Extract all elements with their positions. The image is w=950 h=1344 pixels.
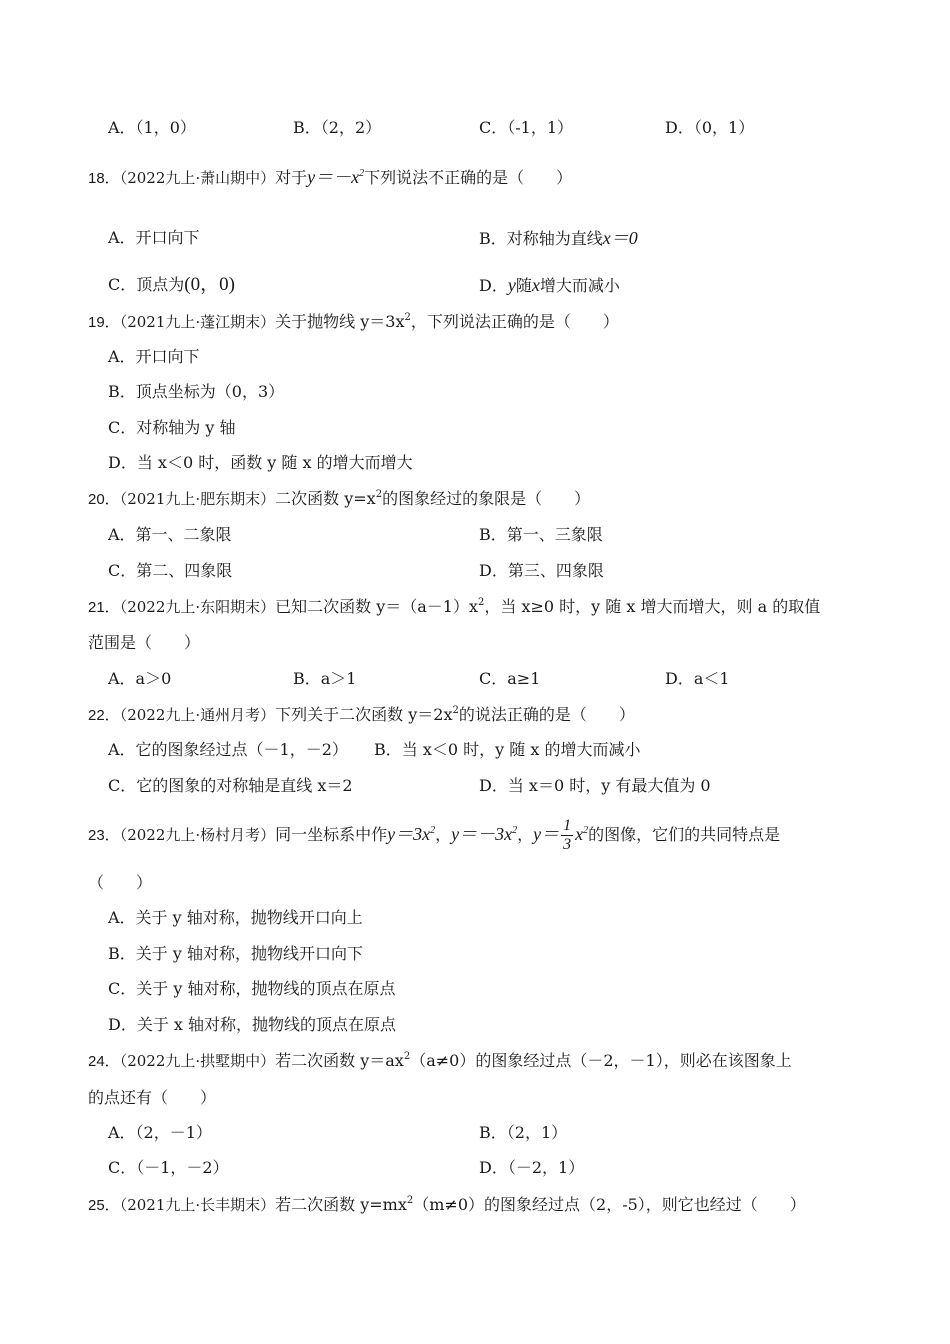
q18-option-a: A．开口向下 [108, 228, 200, 247]
question-number: 18． [88, 170, 120, 187]
q20-stem [88, 488, 590, 511]
q18-option-d-mid: 随 [515, 276, 532, 295]
q20-stem-tail: 的图象经过的象限是（ ） [382, 489, 591, 508]
q18-stem-text: 对于 [275, 168, 308, 187]
q18-stem-tail: 下列说法不正确的是（ ） [364, 168, 573, 187]
q24-stem-text: 若二次函数 y＝ax [275, 1051, 404, 1070]
q23-equation-2: $y=-3x^2$ [451, 824, 518, 844]
q25-stem-tail: （m≠0）的图象经过点（2，-5），则它也经过（ ） [413, 1195, 806, 1214]
q19-stem-text: 关于抛物线 y＝3x [275, 312, 405, 331]
q22-stem-tail: 的说法正确的是（ ） [458, 705, 635, 724]
q23-stem-line2: （ ） [88, 873, 153, 892]
q24-option-b: B．（2，1） [479, 1123, 568, 1142]
q21-option-c: C．a≥1 [479, 669, 541, 688]
q24-option-d: D．（－2，1） [479, 1158, 585, 1177]
q24-stem [88, 1050, 792, 1073]
q21-stem [88, 596, 820, 619]
q21-option-b: B．a＞1 [293, 669, 357, 688]
q19-option-b: B．顶点坐标为（0，3） [108, 382, 285, 401]
question-number: 21． [88, 599, 120, 616]
superscript: 2 [452, 705, 459, 716]
q22-stem [88, 704, 635, 727]
q20-option-a: A．第一、二象限 [108, 525, 232, 544]
q24-option-c: C．（－1，－2） [108, 1158, 229, 1177]
q21-stem-tail: ，当 x≥0 时，y 随 x 增大而增大，则 a 的取值 [484, 597, 821, 616]
q22-option-d: D．当 x＝0 时，y 有最大值为 0 [479, 776, 711, 795]
q23-option-d: D．关于 x 轴对称，抛物线的顶点在原点 [108, 1015, 397, 1034]
q23-stem-tail: 的图像，它们的共同特点是 [588, 825, 781, 844]
q18-option-d-label: D． [479, 276, 508, 295]
q23-equation-1: $y=3x^2$ [387, 824, 436, 844]
q22-option-c: C．它的图象的对称轴是直线 x＝2 [108, 776, 353, 795]
question-number: 22． [88, 707, 120, 724]
question-source: （2022九上·东阳期末） [119, 598, 276, 616]
q22-option-b: B．当 x＜0 时，y 随 x 的增大而减小 [374, 740, 641, 759]
superscript: 2 [478, 597, 485, 608]
q20-option-c: C．第二、四象限 [108, 561, 233, 580]
superscript: 2 [403, 1051, 411, 1062]
q21-option-a: A．a＞0 [108, 669, 172, 688]
q18-option-c-math: (0，0) [184, 274, 235, 295]
q23-stem-text: 同一坐标系中作 [275, 825, 388, 844]
q17-option-a: A．（1，0） [108, 118, 196, 137]
question-source: （2022九上·杨村月考） [119, 826, 276, 844]
q23-option-c: C．关于 y 轴对称，抛物线的顶点在原点 [108, 979, 396, 998]
q23-option-b: B．关于 y 轴对称，抛物线开口向下 [108, 944, 363, 963]
q24-stem-tail: （a≠0）的图象经过点（－2，－1），则必在该图象上 [410, 1051, 792, 1070]
q18-option-c-text: C．顶点为 [108, 275, 185, 294]
q24-stem-line2: 的点还有（ ） [88, 1088, 217, 1107]
q22-option-a: A．它的图象经过点（－1，－2） [108, 740, 348, 759]
q19-stem-tail: ，下列说法正确的是（ ） [410, 312, 619, 331]
q18-option-d-x: x [531, 275, 540, 295]
q19-option-c: C．对称轴为 y 轴 [108, 418, 236, 437]
question-number: 23． [88, 827, 120, 844]
q21-stem-text: 已知二次函数 y＝（a－1）x [275, 597, 479, 616]
q19-option-d: D．当 x＜0 时，函数 y 随 x 的增大而增大 [108, 453, 413, 472]
q23-stem [88, 816, 780, 854]
question-source: （2021九上·蓬江期末） [119, 313, 276, 331]
q25-stem-text: 若二次函数 y=mx [275, 1195, 407, 1214]
q18-option-b-text: B．对称轴为直线 [479, 229, 603, 248]
question-source: （2022九上·萧山期中） [119, 169, 276, 187]
q18-option-d-y: y [507, 275, 516, 295]
q22-stem-text: 下列关于二次函数 y＝2x [275, 705, 453, 724]
q18-option-b [479, 227, 638, 250]
question-source: （2022九上·通州月考） [119, 706, 276, 724]
q18-option-c [108, 274, 235, 296]
fraction-one-third: $\frac{1}{3}$ [563, 817, 572, 854]
q17-option-c: C．（-1，1） [479, 118, 574, 137]
q19-stem [88, 311, 619, 334]
superscript: 2 [375, 489, 383, 500]
superscript: 2 [406, 1195, 414, 1206]
separator: ， [435, 825, 452, 844]
q24-option-a: A．（2，－1） [108, 1123, 212, 1142]
question-number: 20． [88, 491, 120, 508]
q18-equation: $y=-x^2$ [307, 167, 365, 187]
q17-option-d: D．（0，1） [665, 118, 755, 137]
q18-option-d-tail: 增大而减小 [539, 276, 620, 295]
q18-option-b-math: x＝0 [602, 228, 638, 248]
q17-option-b: B．（2，2） [293, 118, 382, 137]
question-source: （2022九上·拱墅期中） [119, 1052, 276, 1070]
question-source: （2021九上·肥东期末） [119, 490, 276, 508]
q20-option-b: B．第一、三象限 [479, 525, 603, 544]
q18-option-d [479, 274, 620, 297]
q19-option-a: A．开口向下 [108, 347, 200, 366]
q18-stem [88, 166, 572, 190]
q20-option-d: D．第三、四象限 [479, 561, 604, 580]
question-source: （2021九上·长丰期末） [119, 1196, 276, 1214]
q21-stem-line2: 范围是（ ） [88, 633, 201, 652]
question-number: 19． [88, 314, 120, 331]
question-number: 25． [88, 1197, 120, 1214]
q23-option-a: A．关于 y 轴对称，抛物线开口向上 [108, 908, 363, 927]
question-number: 24． [88, 1053, 120, 1070]
separator: ， [517, 825, 534, 844]
q25-stem [88, 1194, 806, 1217]
superscript: 2 [404, 312, 411, 323]
q21-option-d: D．a＜1 [665, 669, 730, 688]
q23-equation-3: y＝ $\frac{1}{3}$ $x^2$ [533, 817, 589, 854]
q20-stem-text: 二次函数 y=x [275, 489, 376, 508]
